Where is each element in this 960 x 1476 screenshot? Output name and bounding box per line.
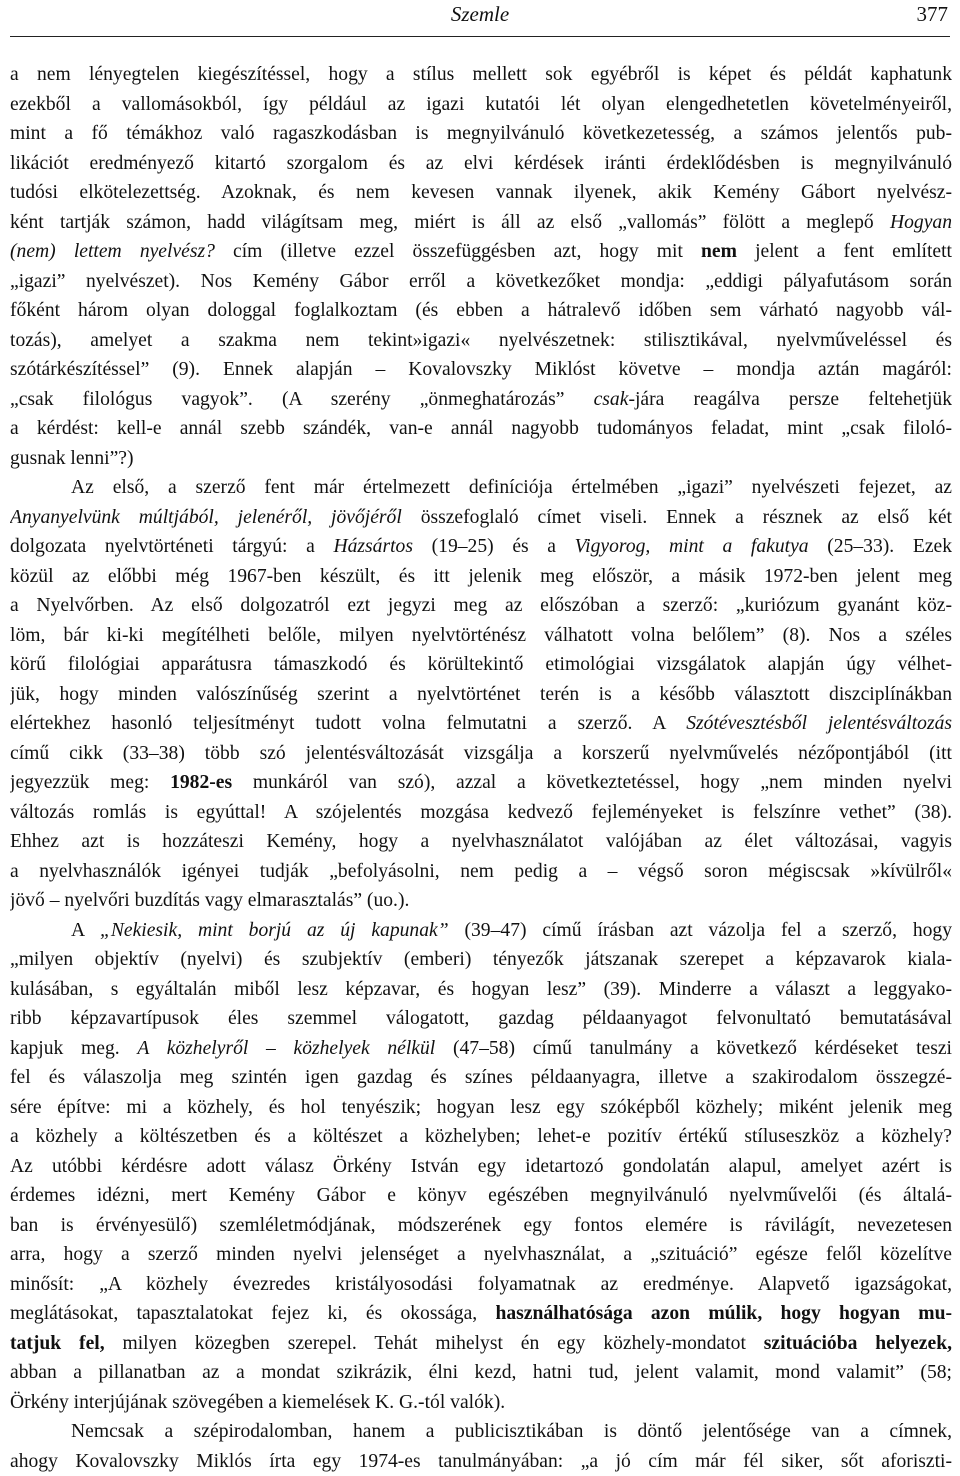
text-run: abban a pillanatban az a mondat szikrázik, élni kezd, hatni tud, jelent valamit, mond valamit” (58; xyxy=(10,1362,952,1383)
text-run: löm, bár ki-ki megítélheti belőle, milyen nyelvtörténész válhatott volna belőlem” (8). Nos a széles xyxy=(10,625,952,646)
bold-text: 1982-es xyxy=(170,772,232,793)
text-line xyxy=(10,473,952,503)
text-run: meglátásokat, tapasztalatokat fejez ki, és okossága, xyxy=(10,1303,495,1324)
text-line xyxy=(10,503,952,533)
text-line xyxy=(10,267,952,297)
text-run: Az utóbbi kérdésre adott válasz Örkény István egy idetartozó gondolatán alapul, amelyet azért is xyxy=(10,1156,952,1177)
text-run: a közhely a költészetben és a költészet a közhelyben; lehet-e pozitív értékű stíluseszköz a közhely? xyxy=(10,1126,952,1147)
text-run: jelent a fent említett xyxy=(737,241,952,262)
text-run: jövő – nyelvőri buzdítás vagy elmarasztalás” (uo.). xyxy=(10,890,409,911)
text-line xyxy=(10,1093,952,1123)
text-line xyxy=(10,178,952,208)
italic-text: csak xyxy=(594,389,629,410)
text-line xyxy=(10,1004,952,1034)
text-line xyxy=(10,1388,952,1418)
text-run: főként három olyan dologgal foglalkoztam (és ebben a hátralevő időben sem várható nagyobb vál- xyxy=(10,300,952,321)
text-run: kulásában, s egyáltalán miből lesz képzavar, és hogyan lesz” (39). Minderre a választ a leggyako- xyxy=(10,979,952,1000)
text-line xyxy=(10,119,952,149)
text-run: ribb képzavartípusok éles szemmel válogatott, gazdag példaanyagot felvonultató bemutatásával xyxy=(10,1008,952,1029)
text-line xyxy=(10,857,952,887)
running-head xyxy=(10,0,950,37)
bold-text: nem xyxy=(701,241,737,262)
italic-text: Hogyan xyxy=(890,212,952,233)
text-line xyxy=(10,562,952,592)
text-run: likációt eredményező kitartó szorgalom és az elvi kérdések iránti érdeklődésben is megnyilvánuló xyxy=(10,153,952,174)
text-line xyxy=(10,1329,952,1359)
text-run: „csak filológus vagyok”. (A szerény „önmeghatározás” xyxy=(10,389,594,410)
text-run: a kérdést: kell-e annál szebb szándék, van-e annál nagyobb tudományos feladat, mint „csak filoló- xyxy=(10,418,952,439)
text-run: a Nyelvőrben. Az első dolgozatról ezt jegyzi meg az előszóban a szerző: „kuriózum gyanánt köz- xyxy=(10,595,952,616)
text-run: körű filológiai apparátusra támaszkodó és körültekintő etimológiai vizsgálatok alapján úgy vélhet- xyxy=(10,654,952,675)
text-run: érdemes idézni, mert Kemény Gábor e könyv egészében megnyilvánuló nyelvművelői (és általá- xyxy=(10,1185,952,1206)
text-run: tudósi elkötelezettség. Azoknak, és nem kevesen vannak ilyenek, akik Kemény Gábort nyelvész- xyxy=(10,182,952,203)
text-run: Az első, a szerző fent már értelmezett definíciója értelmében „igazi” nyelvészeti fejezet, az xyxy=(71,477,952,498)
text-line xyxy=(10,680,952,710)
text-run: közül az előbbi még 1967-ben készült, és itt jelenik meg először, a másik 1972-ben jelent meg xyxy=(10,566,952,587)
text-line xyxy=(10,414,952,444)
text-run: című cikk (33–38) több szó jelentésváltozását vizsgálja a korszerű nyelvművelés nézőpontjából (itt xyxy=(10,743,952,764)
text-line xyxy=(10,1063,952,1093)
text-line xyxy=(10,1122,952,1152)
journal-title: Szemle xyxy=(10,1,950,27)
text-run: sére építve: mi a közhely, és hol tenyészik; hogyan lesz egy szóképből közhely; miként jelenik meg xyxy=(10,1097,952,1118)
text-line xyxy=(10,1152,952,1182)
italic-text: „Nekiesik, mint borjú az új kapunak” xyxy=(100,920,449,941)
text-run: (25–33). Ezek xyxy=(809,536,952,557)
text-line xyxy=(10,621,952,651)
text-line xyxy=(10,60,952,90)
text-run: munkáról van szó), azzal a következtetéssel, hogy „nem minden nyelvi xyxy=(232,772,952,793)
text-line xyxy=(10,827,952,857)
text-line xyxy=(10,326,952,356)
text-run: ezekből a vallomásokból, így például az igazi kutatói lét olyan elengedhetetlen követelményeiről, xyxy=(10,94,952,115)
text-run: Ehhez azt is hozzáteszi Kemény, hogy a nyelvhasználatot valójában az élet változásai, vagyis xyxy=(10,831,952,852)
text-run: arra, hogy a szerző minden nyelvi jelenséget a nyelvhasználat, a „szituáció” egésze felől közelítve xyxy=(10,1244,952,1265)
text-run: mint a fő témákhoz való ragaszkodásban is megnyilvánuló következetesség, a számos jelentős pub- xyxy=(10,123,952,144)
text-run: a nem lényegtelen kiegészítéssel, hogy a stílus mellett sok egyébről is képet és példát kaphatunk xyxy=(10,64,952,85)
text-run: (19–25) és a xyxy=(413,536,575,557)
text-line xyxy=(10,1417,952,1447)
text-line xyxy=(10,975,952,1005)
text-run: szótárkészítéssel” (9). Ennek alapján – Kovalovszky Miklóst követve – mondja aztán magáról: xyxy=(10,359,952,380)
text-run: jük, hogy minden valószínűség szerint a nyelvtörténet terén is a később választott diszciplínákban xyxy=(10,684,952,705)
text-line xyxy=(10,916,952,946)
text-line xyxy=(10,591,952,621)
text-line xyxy=(10,1447,952,1476)
text-line xyxy=(10,650,952,680)
text-run: a nyelvhasználók igényei tudják „befolyásolni, nem pedig a – végső soron mégiscsak »kívülről« xyxy=(10,861,952,882)
text-line xyxy=(10,1181,952,1211)
text-line xyxy=(10,709,952,739)
text-run: elértekhez hasonló teljesítményt tudott volna felmutatni a szerző. A xyxy=(10,713,686,734)
text-run: milyen közegben szerepel. Tehát mihelyst én egy közhely-mondatot xyxy=(105,1333,764,1354)
text-run: ban is érvényesülő) szemléletmódjának, módszerének egy fontos elemére is rávilágít, nevezetesen xyxy=(10,1215,952,1236)
text-run: Nemcsak a szépirodalomban, hanem a publicisztikában is döntő jelentősége van a címnek, xyxy=(71,1421,952,1442)
text-line xyxy=(10,886,952,916)
text-line xyxy=(10,444,952,474)
page-number: 377 xyxy=(917,1,949,27)
text-line xyxy=(10,1358,952,1388)
text-run: minősít: „A közhely évezredes kristályosodási folyamatnak az eredménye. Alapvető igazságokat, xyxy=(10,1274,952,1295)
text-run: tozás), amelyet a szakma nem tekint»igazi« nyelvészetnek: stilisztikával, nyelvműveléssel és xyxy=(10,330,952,351)
text-line xyxy=(10,1299,952,1329)
text-run: Örkény interjújának szövegében a kiemelések K. G.-tól valók). xyxy=(10,1392,505,1413)
text-run: dolgozata nyelvtörténeti tárgyú: a xyxy=(10,536,333,557)
text-line xyxy=(10,237,952,267)
text-line xyxy=(10,1270,952,1300)
text-line xyxy=(10,1240,952,1270)
text-run: (47–58) című tanulmány a következő kérdéseket teszi xyxy=(435,1038,952,1059)
text-run: ként tartják számon, hadd világítsam meg, miért is áll az első „vallomás” fölött a meglepő xyxy=(10,212,890,233)
text-run: -jára reagálva persze feltehetjük xyxy=(628,389,952,410)
italic-text: Vigyorog, mint a fakutya xyxy=(575,536,809,557)
text-run: kapjuk meg. xyxy=(10,1038,137,1059)
text-line xyxy=(10,208,952,238)
text-run: „igazi” nyelvészet). Nos Kemény Gábor erről a következőket mondja: „eddigi pályafutásom során xyxy=(10,271,952,292)
text-run: jegyezzük meg: xyxy=(10,772,170,793)
text-run: gusnak lenni”?) xyxy=(10,448,134,469)
bold-text: használhatósága azon múlik, hogy hogyan mu- xyxy=(495,1303,952,1324)
text-run: összefoglaló címet viseli. Ennek a résznek az első két xyxy=(402,507,952,528)
italic-text: A közhelyről – közhelyek nélkül xyxy=(137,1038,435,1059)
text-line xyxy=(10,768,952,798)
text-line xyxy=(10,532,952,562)
italic-text: Anyanyelvünk múltjából, jelenéről, jövőjéről xyxy=(10,507,402,528)
text-run: ahogy Kovalovszky Miklós írta egy 1974-es tanulmányában: „a jó cím már fél siker, sőt aforiszti- xyxy=(10,1451,952,1472)
text-line xyxy=(10,90,952,120)
text-line xyxy=(10,149,952,179)
italic-text: (nem) lettem nyelvész? xyxy=(10,241,215,262)
text-run: „milyen objektív (nyelvi) és szubjektív (emberi) tényezők játszanak szerepet a képzavarok kiala- xyxy=(10,949,952,970)
text-line xyxy=(10,355,952,385)
italic-text: Házsártos xyxy=(333,536,413,557)
text-line xyxy=(10,1034,952,1064)
text-line xyxy=(10,945,952,975)
body-text xyxy=(10,60,952,1476)
text-line xyxy=(10,296,952,326)
text-line xyxy=(10,798,952,828)
text-run: változás romlás is egyúttal! A szójelentés mozgása kedvező fejleményeket is felszínre vethet” (38). xyxy=(10,802,952,823)
text-run: fel és válaszolja meg szintén igen gazdag és színes példaanyagra, illetve a szakirodalom összegzé- xyxy=(10,1067,952,1088)
text-run: (39–47) című írásban azt vázolja fel a szerző, hogy xyxy=(449,920,952,941)
text-line xyxy=(10,385,952,415)
bold-text: szituációba helyezek, xyxy=(764,1333,952,1354)
text-line xyxy=(10,739,952,769)
text-line xyxy=(10,1211,952,1241)
bold-text: tatjuk fel, xyxy=(10,1333,105,1354)
text-run: A xyxy=(71,920,100,941)
text-run: cím (illetve ezzel összefüggésben azt, hogy mit xyxy=(215,241,701,262)
italic-text: Szótévesztésből jelentésváltozás xyxy=(686,713,952,734)
